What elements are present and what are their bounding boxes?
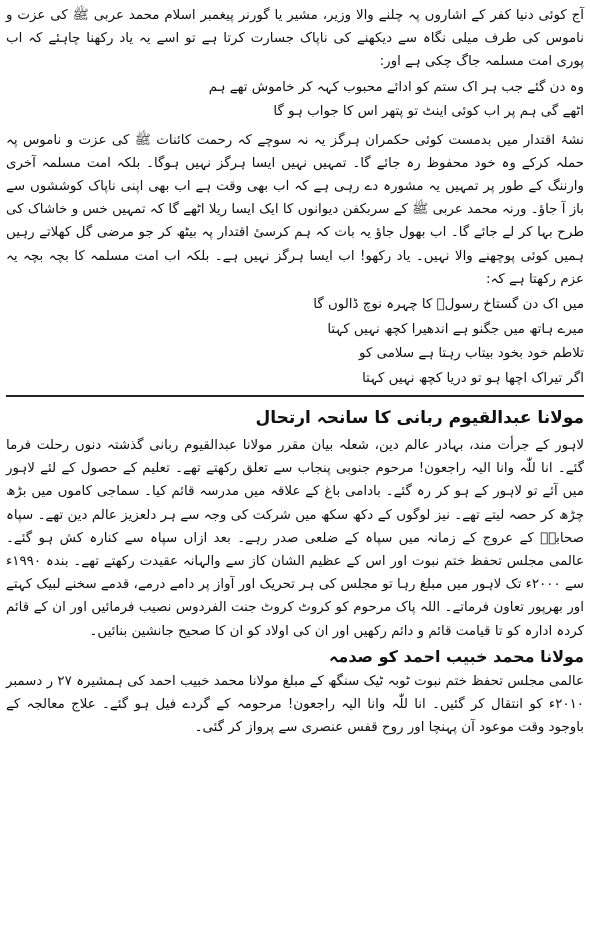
condolence-section	[6, 647, 584, 740]
verse-line: اٹھے گی ہم پر اب کوئی اینٹ تو پتھر اس کا جواب ہو گا	[273, 104, 584, 120]
section-subheading: مولانا محمد خبیب احمد کو صدمہ	[329, 646, 584, 666]
verse-line: تلاطم خود بخود بیتاب رہتا ہے سلامی کو	[359, 346, 584, 362]
obituary-section	[6, 407, 584, 643]
obituary-paragraph: لاہور کے جرأت مند، بہادر عالم دین، شعلہ بیان مقرر مولانا عبدالقیوم ربانی گذشتہ دنوں رحلت فرما گئے۔ انا للّٰہ وانا الیہ راجعون! مرحوم جنوبی پنجاب سے تعلق رکھتے تھے۔ تعلیم کے حصول کے لئے لاہور میں آئے تو لاہور کے ہو کر رہ گئے۔ بادامی باغ کے علاقہ میں مدرسہ قائم کیا۔ سماجی کاموں میں بڑھ چڑھ کر حصہ لیتے تھے۔ نیز لوگوں کے دکھ سکھ میں شرکت کی وجہ سے ہر دلعزیز عالم دین تھے۔ سپاہ صحابہؓ کے عروج کے زمانہ میں سپاہ کے ضلعی صدر رہے۔ بعد ازاں سپاہ سے کنارہ کش ہو گئے۔ عالمی مجلس تحفظ ختم نبوت اور اس کے عظیم الشان کاز سے والہانہ عقیدت رکھتے تھے۔ بندہ ۱۹۹۰ء سے ۲۰۰۰ء تک لاہور میں مبلغ رہا تو مجلس کی ہر تحریک اور آواز پر دامے درمے، قدمے سخنے لبیک کہتے اور بھرپور تعاون فرماتے۔ اللہ پاک مرحوم کو کروٹ کروٹ جنت الفردوس نصیب فرمائیں اور ان کے قائم کردہ ادارہ کو تا قیامت قائم و دائم رکھیں اور ان کی اولاد کو ان کا صحیح جانشین بنائیں۔	[6, 438, 584, 639]
article-paragraph-2: نشۂ اقتدار میں بدمست کوئی حکمران ہرگز یہ نہ سوچے کہ رحمت کائنات ﷺ کی عزت و ناموس پہ حملہ کرکے وہ خود محفوظ رہ جائے گا۔ تمہیں نہیں ایسا ہرگز نہیں ہوگا۔ بلکہ امت مسلمہ آخری وارننگ کے طور پر تمہیں یہ مشورہ دے رہی ہے کہ اب بھی وقت ہے اب بھی اپنی ناپاک کوششوں سے باز آ جاؤ۔ ورنہ محمد عربی ﷺ کے سربکفن دیوانوں کا ایک ایسا ریلا اٹھے گا کہ تمہیں خس و خاشاک کی طرح بہا کر لے جائے گا۔ اب بھول جاؤ یہ بات کہ ہم کرسیٔ اقتدار پہ بیٹھ کر جو مرضی گل کھلاتے رہیں ہمیں کوئی پوچھنے والا نہیں۔ یاد رکھو! اب ایسا ہرگز نہیں ہے۔ بلکہ اب امت مسلمہ کا بچہ بچہ یہ عزم رکھتا ہے کہ:	[6, 132, 584, 287]
section-divider	[6, 395, 584, 397]
condolence-paragraph: عالمی مجلس تحفظ ختم نبوت ٹوبہ ٹیک سنگھ کے مبلغ مولانا محمد خبیب احمد کی ہمشیرہ ۲۷ ر دسمبر ۲۰۱۰ء کو انتقال کر گئیں۔ انا للّٰہ وانا الیہ راجعون! مرحومہ کے گردے فیل ہو گئے۔ علاج معالجہ کے باوجود وقت موعود آن پہنچا اور روح قفس عنصری سے پرواز کر گئی۔	[6, 673, 584, 736]
verse-line: وہ دن گئے جب ہر اک ستم کو ادائے محبوب کہہ کر خاموش تھے ہم	[208, 79, 584, 95]
tahaffuz-namoos-article	[6, 4, 584, 391]
verse-block-2	[6, 293, 584, 391]
section-heading: مولانا عبدالقیوم ربانی کا سانحہ ارتحال	[255, 408, 584, 429]
verse-line: میرے ہاتھ میں جگنو ہے اندھیرا کچھ نہیں کہتا	[327, 321, 584, 337]
verse-line: میں اک دن گستاخ رسولؐ کا چہرہ نوچ ڈالوں گا	[313, 297, 584, 313]
verse-line: اگر تیراک اچھا ہو تو دریا کچھ نہیں کہتا	[362, 370, 584, 386]
article-paragraph-1: آج کوئی دنیا کفر کے اشاروں پہ چلنے والا وزیر، مشیر یا گورنر پیغمبر اسلام محمد عربی ﷺ کی عزت و ناموس کی طرف میلی نگاہ سے دیکھنے کی ناپاک جسارت کرتا ہے تو اسے یہ یاد رکھنا چاہئے کہ اب پوری امت مسلمہ جاگ چکی ہے اور:	[6, 8, 584, 70]
verse-block-1	[6, 76, 584, 125]
